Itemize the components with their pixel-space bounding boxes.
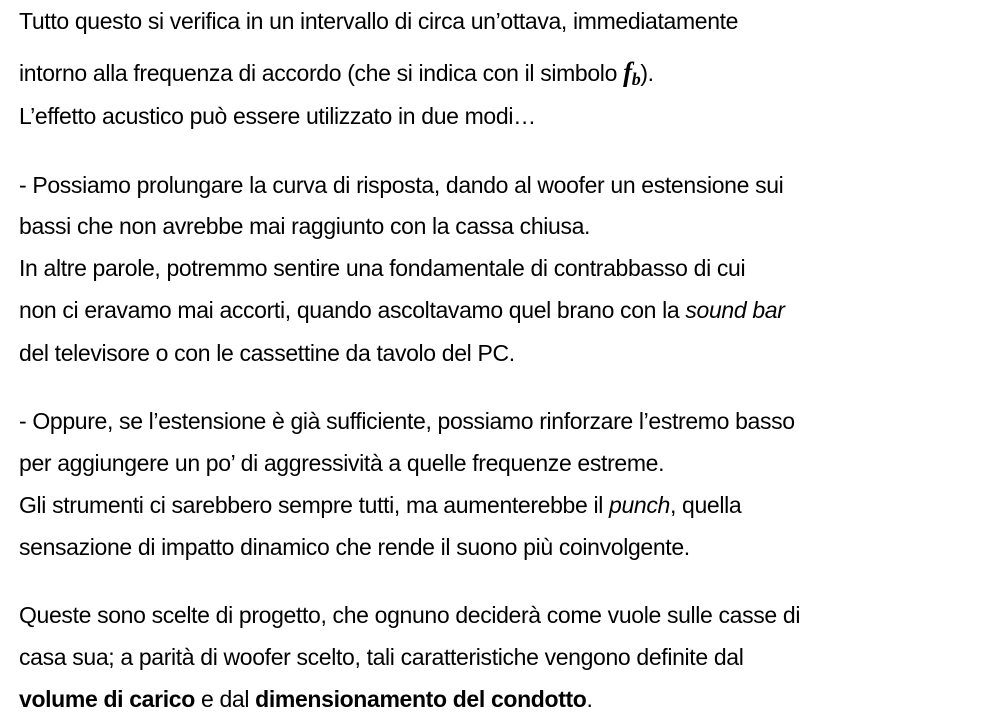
p1-line-3 <box>19 101 536 131</box>
p2-line-5 <box>19 338 515 368</box>
volume-di-carico-bold: volume di carico <box>19 686 195 712</box>
p3-line-1-text: - Oppure, se l’estensione è già sufficiente, possiamo rinforzare l’estremo basso <box>19 408 795 434</box>
p3-line-3-text: Gli strumenti ci sarebbero sempre tutti, ma aumenterebbe il <box>19 492 610 518</box>
p1-line-2-text: intorno alla frequenza di accordo (che si indica con il simbolo <box>19 60 624 86</box>
p3-line-4 <box>19 532 690 562</box>
p2-line-4-text: non ci eravamo mai accorti, quando ascoltavamo quel brano con la <box>19 297 686 323</box>
frequency-symbol <box>623 57 640 87</box>
p2-line-1-text: - Possiamo prolungare la curva di risposta, dando al woofer un estensione sui <box>19 172 784 198</box>
p1-line-1-text: Tutto questo si verifica in un intervallo di circa un’ottava, immediatamente <box>19 8 739 34</box>
p4-line-3-mid: e dal <box>194 686 256 712</box>
p2-line-4 <box>19 295 785 325</box>
p4-line-3 <box>19 684 593 714</box>
frequency-symbol-letter: f <box>623 57 632 87</box>
p1-line-1 <box>19 6 738 36</box>
p3-line-2 <box>19 448 664 478</box>
p2-line-3 <box>19 253 745 283</box>
frequency-symbol-subscript: b <box>631 69 641 89</box>
p1-line-2-end: ). <box>640 60 654 86</box>
p3-line-4-text: sensazione di impatto dinamico che rende il suono più coinvolgente. <box>19 534 690 560</box>
p4-line-1 <box>19 600 800 630</box>
sound-bar-italic: sound bar <box>685 297 785 323</box>
p3-line-1 <box>19 406 795 436</box>
p4-line-2 <box>19 642 743 672</box>
p4-line-2-text: casa sua; a parità di woofer scelto, tali caratteristiche vengono definite dal <box>19 644 744 670</box>
p4-line-1-text: Queste sono scelte di progetto, che ognuno deciderà come vuole sulle casse di <box>19 602 801 628</box>
dimensionamento-condotto-bold: dimensionamento del condotto <box>255 686 587 712</box>
p2-line-2-text: bassi che non avrebbe mai raggiunto con la cassa chiusa. <box>19 213 591 239</box>
p3-line-3-end: , quella <box>669 492 742 518</box>
p3-line-2-text: per aggiungere un po’ di aggressività a quelle frequenze estreme. <box>19 450 665 476</box>
p1-line-3-text: L’effetto acustico può essere utilizzato in due modi… <box>19 103 536 129</box>
p1-line-2 <box>19 57 654 87</box>
p3-line-3 <box>19 490 741 520</box>
p4-line-3-end: . <box>586 686 593 712</box>
p2-line-3-text: In altre parole, potremmo sentire una fondamentale di contrabbasso di cui <box>19 255 746 281</box>
p2-line-5-text: del televisore o con le cassettine da tavolo del PC. <box>19 340 515 366</box>
punch-italic: punch <box>609 492 670 518</box>
p2-line-1 <box>19 170 783 200</box>
p2-line-2 <box>19 211 590 241</box>
